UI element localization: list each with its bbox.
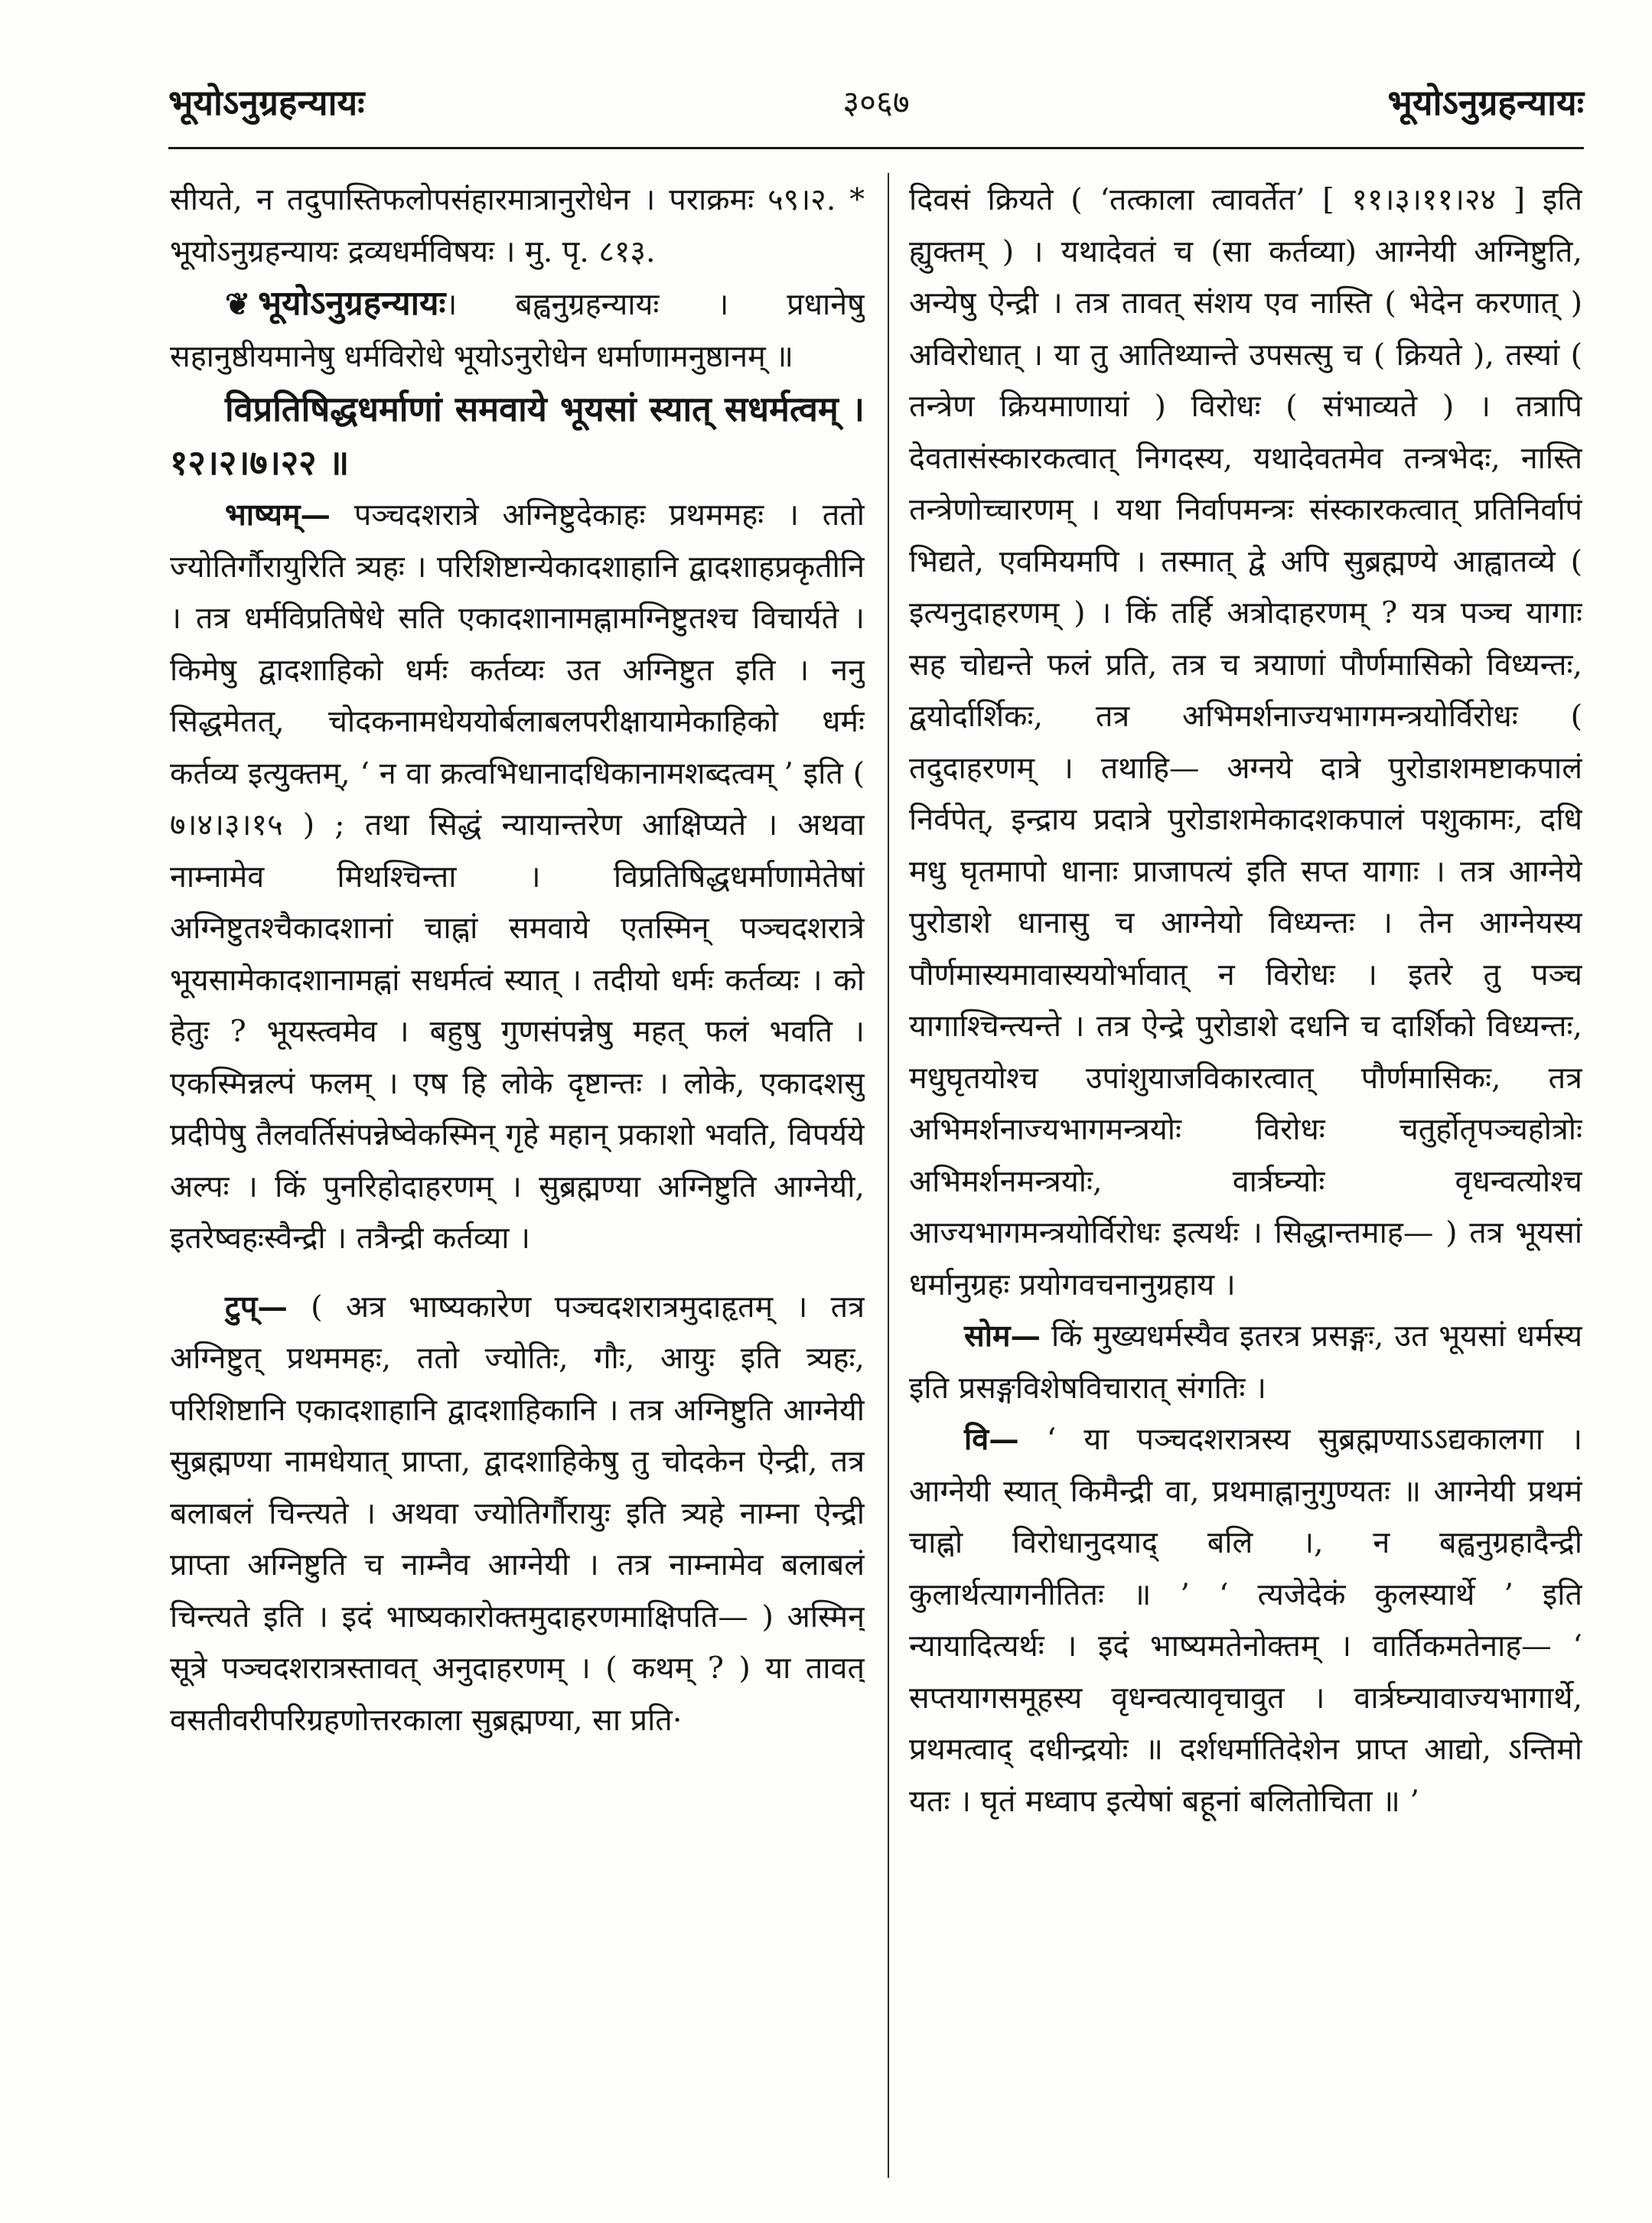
tup-paragraph [170, 1282, 865, 1747]
som-paragraph [909, 1311, 1582, 1414]
ornament-icon: ❦ [225, 287, 251, 322]
header-rule [168, 147, 1584, 149]
left-column [170, 174, 865, 2179]
som-label: सोम— [964, 1318, 1041, 1354]
tup-text: ( अत्र भाष्यकारेण पञ्चदशरात्रमुदाहृतम् । तत्र अग्निष्टुत् प्रथममहः, ततो ज्योतिः, गौः, आयुः इति त्र्यहः, परिशिष्टानि एकादशाहानि द्वादशाहिकानि । तत्र अग्निष्टुति आग्नेयी सुब्रह्मण्या नामधेयात् प्राप्ता, द्वादशाहिकेषु तु चोदकेन ऐन्द्री, तत्र बलाबलं चिन्त्यते । अथवा ज्योतिर्गौरायुः इति त्र्यहे नाम्ना ऐन्द्री प्राप्ता अग्निष्टुति च नाम्नैव आग्नेयी । तत्र नाम्नामेव बलाबलं चिन्त्यते इति । इदं भाष्यकारोक्तमुदाहरणमाक्षिपति— ) अस्मिन् सूत्रे पञ्चदशरात्रस्तावत् अनुदाहरणम् । ( कथम् ? ) या तावत् वसतीवरीपरिग्रहणोत्तरकाला सुब्रह्मण्या, सा प्रति· [170, 1289, 865, 1738]
nyaya-definition-paragraph [170, 278, 865, 383]
bhashya-label: भाष्यम्— [225, 497, 331, 533]
vi-paragraph [909, 1414, 1582, 1827]
sutra-text: विप्रतिषिद्धधर्माणां समवाये भूयसां स्यात् सधर्मत्वम् । १२।२।७।२२ ॥ [170, 389, 865, 483]
running-header [168, 70, 1584, 132]
bhashya-text: पञ्चदशरात्रे अग्निष्टुदेकाहः प्रथममहः । ततो ज्योतिर्गौरायुरिति त्र्यहः । परिशिष्टान्येकादशाहानि द्वादशाहप्रकृतीनि । तत्र धर्मविप्रतिषेधे सति एकादशानामह्नामग्निष्टुतश्च विचार्यते । किमेषु द्वादशाहिको धर्मः कर्तव्यः उत अग्निष्टुत इति । ननु सिद्धमेतत्, चोदकनामधेययोर्बलाबलपरीक्षायामेकाहिको धर्मः कर्तव्य इत्युक्तम्, ‘ न वा क्रत्वभिधानादधिकानामशब्दत्वम् ’ इति ( ७।४।३।१५ ) ; तथा सिद्धं न्यायान्तरेण आक्षिप्यते । अथवा नाम्नामेव मिथश्चिन्ता । विप्रतिषिद्धधर्माणामेतेषां अग्निष्टुतश्चैकादशानां चाह्नां समवाये एतस्मिन् पञ्चदशरात्रे भूयसामेकादशानामह्नां सधर्मत्वं स्यात् । तदीयो धर्मः कर्तव्यः । को हेतुः ? भूयस्त्वमेव । बहुषु गुणसंपन्नेषु महत् फलं भवति । एकस्मिन्नल्पं फलम् । एष हि लोके दृष्टान्तः । लोके, एकादशसु प्रदीपेषु तैलवर्तिसंपन्नेष्वेकस्मिन् गृहे महान् प्रकाशो भवति, विपर्यये अल्पः । किं पुनरिहोदाहरणम् । सुब्रह्मण्या अग्निष्टुति आग्नेयी, इतरेष्वहःस्वैन्द्री । तत्रैन्द्री कर्तव्या । [170, 497, 865, 1256]
vi-label: वि— [964, 1422, 1019, 1457]
header-right-title: भूयोऽनुग्रहन्यायः [1387, 82, 1584, 123]
bhashya-paragraph [170, 490, 865, 1265]
nyaya-definition: । बह्वनुग्रहन्यायः । प्रधानेषु सहानुष्ठीयमानेषु धर्मविरोधे भूयोऽनुरोधेन धर्माणामनुष्ठानम् ॥ [170, 287, 865, 374]
right-column [909, 174, 1582, 2179]
continued-paragraph: सीयते, न तदुपास्तिफलोपसंहारमात्रानुरोधेन । पराक्रमः ५९।२. * भूयोऽनुग्रहन्यायः द्रव्यधर्मविषयः । मु. पृ. ८१३. [170, 182, 865, 269]
vi-text: ‘ या पञ्चदशरात्रस्य सुब्रह्मण्याऽऽद्यकालगा । आग्नेयी स्यात् किमैन्द्री वा, प्रथमाह्नानुगुण्यतः ॥ आग्नेयी प्रथमं चाह्नो विरोधानुदयाद् बलि ।, न बह्वनुग्रहादैन्द्री कुलार्थत्यागनीतितः ॥ ’ ‘ त्यजेदेकं कुलस्यार्थे ’ इति न्यायादित्यर्थः । इदं भाष्यमतेनोक्तम् । वार्तिकमतेनाह— ‘ सप्तयागसमूहस्य वृधन्वत्यावृचावुत । वार्त्रघ्न्यावाज्यभागार्थे, प्रथमत्वाद् दधीन्द्रयोः ॥ दर्शधर्मातिदेशेन प्राप्त आद्यो, ऽन्तिमो यतः । घृतं मध्वाप इत्येषां बहूनां बलितोचिता ॥ ’ [909, 1422, 1582, 1819]
continued-tup-paragraph: दिवसं क्रियते ( ‘तत्काला त्वावर्तेत’ [ ११।३।११।२४ ] इति ह्युक्तम् ) । यथादेवतं च (सा कर्तव्या) आग्नेयी अग्निष्टुति, अन्येषु ऐन्द्री । तत्र तावत् संशय एव नास्ति ( भेदेन करणात् ) अविरोधात् । या तु आतिथ्यान्ते उपसत्सु च ( क्रियते ), तस्यां ( तन्त्रेण क्रियमाणायां ) विरोधः ( संभाव्यते ) । तत्रापि देवतासंस्कारकत्वात् निगदस्य, यथादेवतमेव तन्त्रभेदः, नास्ति तन्त्रेणोच्चारणम् । यथा निर्वापमन्त्रः संस्कारकत्वात् प्रतिनिर्वापं भिद्यते, एवमियमपि । तस्मात् द्वे अपि सुब्रह्मण्ये आह्वातव्ये ( इत्यनुदाहरणम् ) । किं तर्हि अत्रोदाहरणम् ? यत्र पञ्च यागाः सह चोद्यन्ते फलं प्रति, तत्र च त्रयाणां पौर्णमासिको विध्यन्तः, द्वयोर्दार्शिकः, तत्र अभिमर्शनाज्यभागमन्त्रयोर्विरोधः ( तदुदाहरणम् । तथाहि— अग्नये दात्रे पुरोडाशमष्टाकपालं निर्वपेत्, इन्द्राय प्रदात्रे पुरोडाशमेकादशकपालं पशुकामः, दधि मधु घृतमापो धानाः प्राजापत्यं इति सप्त यागाः । तत्र आग्नेये पुरोडाशे धानासु च आग्नेयो विध्यन्तः । तेन आग्नेयस्य पौर्णमास्यमावास्ययोर्भावात् न विरोधः । इतरे तु पञ्च यागाश्चिन्त्यन्ते । तत्र ऐन्द्रे पुरोडाशे दधनि च दार्शिको विध्यन्तः, मधुघृतयोश्च उपांशुयाजविकारत्वात् पौर्णमासिकः, तत्र अभिमर्शनाज्यभागमन्त्रयोः विरोधः चतुर्होतृपञ्चहोत्रोः अभिमर्शनमन्त्रयोः, वार्त्रघ्न्योः वृधन्वत्योश्च आज्यभागमन्त्रयोर्विरोधः इत्यर्थः । सिद्धान्तमाह— ) तत्र भूयसां धर्मानुग्रहः प्रयोगवचनानुग्रहाय । [909, 182, 1582, 1302]
column-divider [888, 173, 889, 2178]
tup-label: टुप्— [225, 1289, 288, 1325]
som-text: किं मुख्यधर्मस्यैव इतरत्र प्रसङ्गः, उत भूयसां धर्मस्य इति प्रसङ्गविशेषविचारात् संगतिः । [909, 1318, 1582, 1406]
nyaya-heading: भूयोऽनुग्रहन्यायः [258, 284, 446, 323]
page-number: ३०६७ [842, 83, 910, 121]
header-left-title: भूयोऽनुग्रहन्यायः [168, 82, 365, 123]
